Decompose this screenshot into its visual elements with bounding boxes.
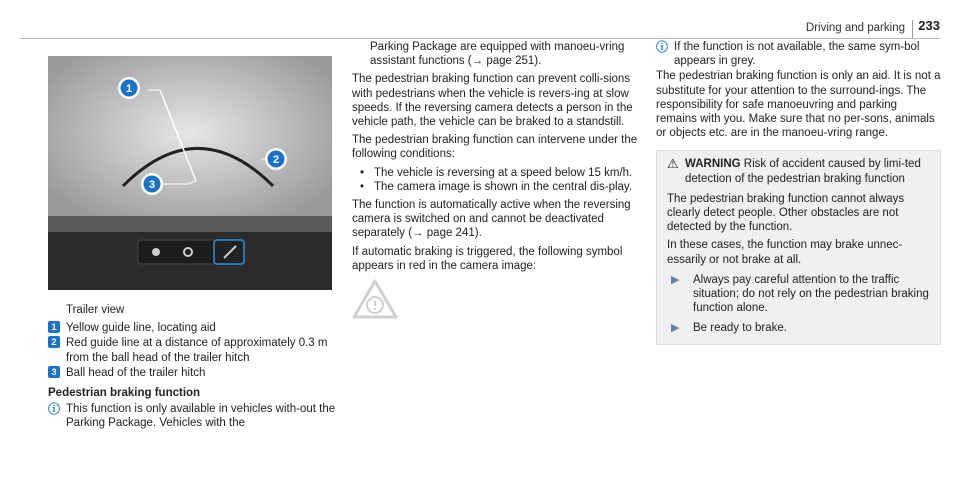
bullet-text-2: The camera image is shown in the central dis-play. — [374, 180, 633, 193]
legend-text-2: Red guide line at a distance of approximately 0.3 m from the ball head of the trailer hitch — [66, 337, 328, 364]
bullet-item-2 — [352, 180, 640, 194]
svg-text:2: 2 — [272, 154, 280, 166]
page-number: 233 — [918, 18, 940, 33]
trailer-view-image — [48, 56, 332, 290]
legend-num-1: 1 — [48, 321, 60, 333]
bullet-icon: • — [360, 180, 365, 193]
paragraph-1: The pedestrian braking function can prevent colli-sions with pedestrians when the vehicle is revers-ing at slow speeds. If the reversing camera detects a person in the vehicle path, the vehicle can be braked to a standstill. — [352, 73, 633, 129]
paragraph-5: The pedestrian braking function is only an aid. It is not a substitute for your attention to the surround-ings. The responsibility for safe manoeuvring and parking remains with you. Make sure that no per-sons, animals or objects etc. are in the manoeu-vring range. — [656, 70, 941, 140]
warning-action-2 — [667, 321, 930, 335]
legend-num-2: 2 — [48, 336, 60, 348]
info-text-2: If the function is not available, the same sym-bol appears in grey. — [674, 41, 920, 68]
action-arrow-icon: ▶ — [671, 273, 680, 286]
info-note-2 — [656, 40, 941, 68]
info-icon: ⓘ — [48, 402, 61, 417]
legend-item-3 — [48, 366, 338, 380]
info-icon: ⓘ — [656, 40, 669, 54]
warning-label: WARNING — [685, 158, 741, 171]
image-caption: Trailer view — [66, 304, 125, 316]
warning-paragraph-2: In these cases, the function may brake unnec-essarily or not brake at all. — [667, 239, 903, 266]
section-heading: Pedestrian braking function — [48, 387, 201, 400]
info-note-1 — [48, 402, 338, 430]
warning-heading — [685, 157, 930, 185]
warning-header — [667, 157, 930, 185]
column-2 — [352, 40, 640, 323]
header-divider — [912, 20, 913, 38]
action-text-2: Be ready to brake. — [693, 322, 787, 335]
bullet-text-1: The vehicle is reversing at a speed below 15 km/h. — [374, 166, 633, 179]
paragraph-3: The function is automatically active when the reversing camera is switched on and cannot be deactivated separately (→ page 241). — [352, 199, 631, 240]
header-rule — [20, 38, 940, 39]
warning-box — [656, 150, 941, 344]
warning-action-1 — [667, 273, 930, 316]
legend-text-3: Ball head of the trailer hitch — [66, 366, 206, 379]
warning-paragraph-1: The pedestrian braking function cannot always clearly detect people. Other obstacles are not detected by the function. — [667, 192, 905, 234]
action-text-1: Always pay careful attention to the traffic situation; do not rely on the pedestrian braking function alone. — [693, 273, 929, 315]
bullet-item-1 — [352, 166, 640, 180]
callout-1 — [118, 77, 140, 99]
warning-title: Risk of accident caused by limi-ted detection of the pedestrian braking function — [685, 158, 921, 185]
paragraph-4: If automatic braking is triggered, the following symbol appears in red in the camera image: — [352, 245, 623, 272]
column-3 — [656, 40, 941, 345]
column-1 — [48, 303, 338, 432]
bullet-icon: • — [360, 166, 365, 179]
callout-2 — [265, 148, 287, 170]
action-arrow-icon: ▶ — [671, 322, 680, 335]
svg-text:3: 3 — [148, 179, 156, 191]
legend-item-2 — [48, 336, 338, 364]
legend-num-3: 3 — [48, 366, 60, 378]
svg-text:1: 1 — [125, 83, 133, 95]
info-text-1: This function is only available in vehicles with-out the Parking Package. Vehicles with the — [66, 403, 336, 430]
brake-warning-symbol-icon — [352, 279, 640, 323]
callout-3 — [141, 173, 163, 195]
page-header — [0, 8, 960, 32]
continued-text: Parking Package are equipped with manoeu-vring assistant functions (→ page 251). — [370, 41, 625, 68]
legend-text-1: Yellow guide line, locating aid — [66, 322, 216, 335]
warning-triangle-icon: ⚠ — [667, 156, 679, 172]
paragraph-2: The pedestrian braking function can intervene under the following conditions: — [352, 134, 638, 161]
section-title: Driving and parking — [805, 22, 905, 34]
legend-item-1 — [48, 321, 338, 335]
